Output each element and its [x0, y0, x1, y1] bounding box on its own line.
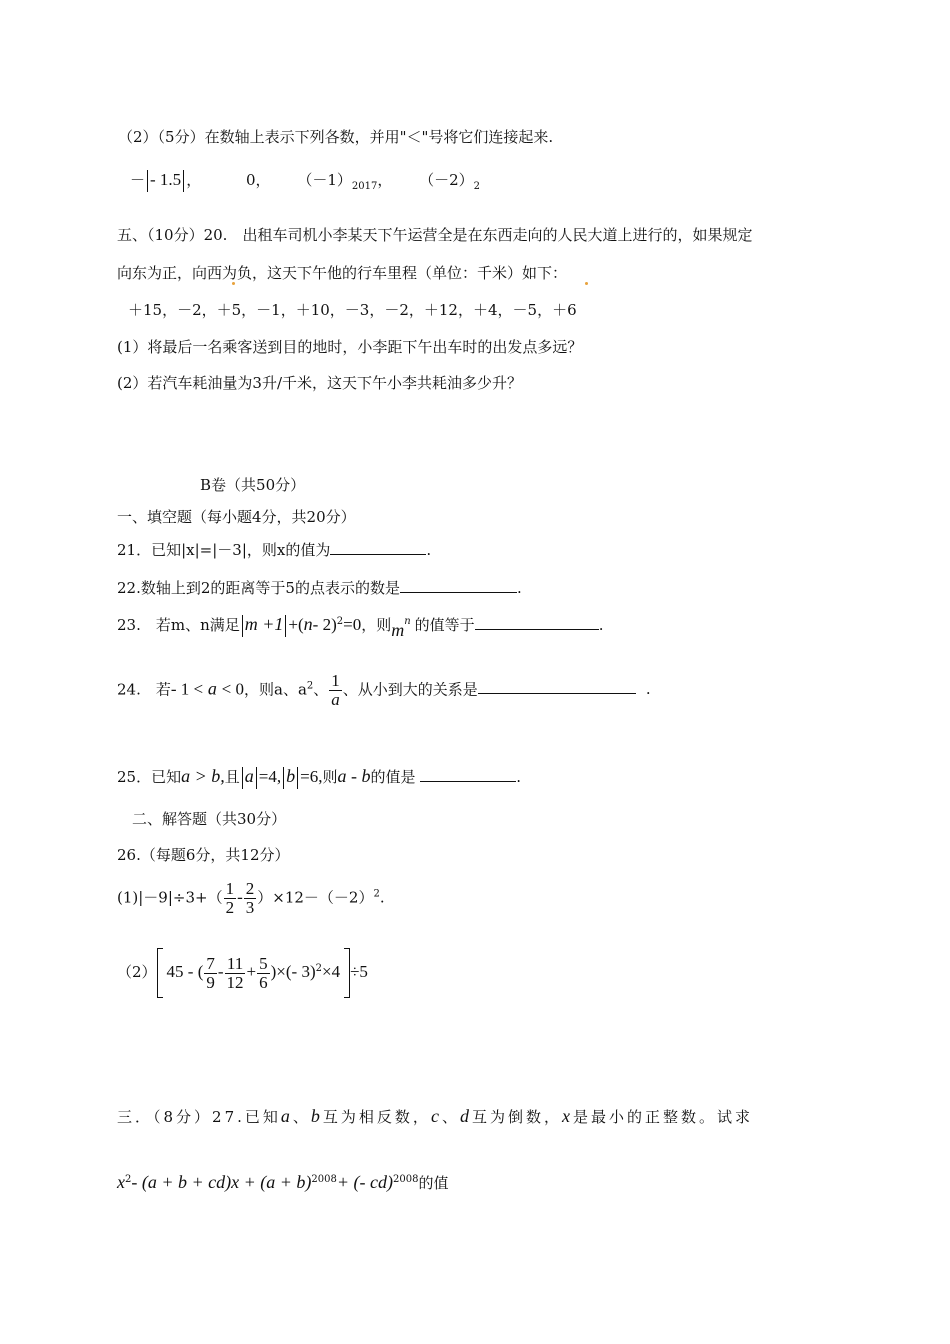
num3: $(-1)_{2017}$，	[297, 171, 393, 192]
fraction: $\frac{11}{12}$	[226, 953, 244, 992]
question-20-line1: 五、（10分）20. 出租车司机小李某天下午运营全是在东西走向的人民大道上进行的，如果规定	[117, 226, 753, 244]
question-22: 22.数轴上到2的距离等于5的点表示的数是 .	[117, 579, 522, 597]
num1-minus: －	[130, 171, 146, 189]
question-21: 21．已知|x|=|－3|，则x的值为 .	[117, 541, 432, 559]
num1-value: - 1.5	[150, 170, 182, 189]
num2: 0，	[245, 171, 271, 189]
question-26-2: （2） 45 - ( $\frac{7}{9}$ - $\frac{11}{12}$ + $\frac{5}{6}$ )×(- 3)$^2$×4 ÷5	[117, 948, 368, 998]
section-fill-blank: 一、填空题（每小题4分，共20分）	[117, 508, 356, 526]
mark-dot	[585, 282, 588, 285]
question-20-sub1: (1）将最后一名乘客送到目的地时，小李距下午出车时的出发点多远？	[117, 338, 583, 356]
fraction: $\frac{5}{6}$	[259, 953, 268, 992]
question-23: 23. 若m、n满足 m +1 +(n- 2)$^2$=0，则$m^n$ 的值等于 .	[117, 614, 604, 640]
fraction: $\frac{2}{3}$	[245, 879, 255, 917]
question-20-data: ＋15，－2，＋5，－1，＋10，－3，－2，＋12，＋4，－5，＋6	[128, 301, 577, 319]
bracket-left	[157, 948, 163, 998]
question-26-1: (1)|－9|÷3+（ $\frac{1}{2}$ - $\frac{2}{3}$ ）$\times 12-(-2)^2$.	[117, 879, 385, 917]
question-19-2: （2）（5分）在数轴上表示下列各数，并用"＜"号将它们连接起来.	[118, 128, 554, 146]
question-24: 24. 若- 1 < a < 0，则a、$a^2$、 $\frac{1}{a}$ 、从小到大的关系是 .	[117, 671, 651, 709]
part-b-title: B卷（共50分）	[200, 476, 306, 494]
abs-bar-left	[147, 170, 148, 192]
num1-comma: ，	[186, 171, 202, 189]
fraction: $\frac{1}{a}$	[331, 671, 340, 709]
num4: $(-2)_2$	[419, 171, 481, 192]
question-25: 25．已知a > b,且 a =4, b =6,则a - b的值是 .	[117, 766, 521, 789]
numbers-to-order	[130, 170, 480, 192]
question-26: 26.（每题6分，共12分）	[117, 846, 290, 864]
question-27-expression: $x^2-$ $(a + b + cd)x + (a + b)^{2008}+$ (- cd)$^{2008}$的值	[117, 1172, 449, 1192]
fraction: $\frac{1}{2}$	[225, 879, 235, 917]
question-27-line1: 三．（8分）27.已知a、b互为相反数，c、d互为倒数，x是最小的正整数。试求	[117, 1106, 753, 1126]
abs-bar-right	[183, 170, 184, 192]
fraction: $\frac{7}{9}$	[206, 953, 215, 992]
section-solve: 二、解答题（共30分）	[132, 810, 287, 828]
question-20-line2: 向东为正，向西为负，这天下午他的行车里程（单位：千米）如下：	[117, 264, 568, 282]
question-20-sub2: (2）若汽车耗油量为3升/千米，这天下午小李共耗油多少升？	[117, 374, 522, 392]
mark-dot	[232, 282, 235, 285]
